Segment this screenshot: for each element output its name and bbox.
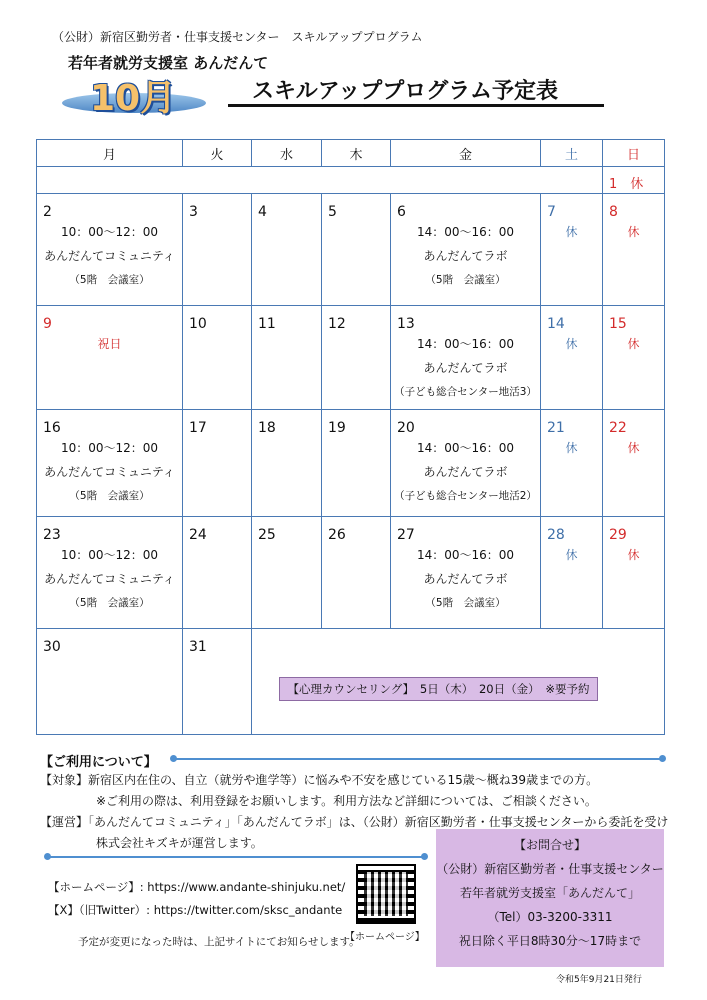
calendar-table [36,139,665,735]
homepage-link[interactable]: 【ホームページ】: https://www.andante-shinjuku.net/ [48,880,346,894]
day-number: 12 [328,316,346,332]
day-number: 17 [189,420,207,436]
day-23 [37,517,183,629]
holiday-label: 休 [627,337,640,351]
event-name: あんだんてコミュニティ [44,249,175,263]
contact-hours: 祝日除く平日8時30分～17時まで [458,934,642,948]
event-time: 14：00～16：00 [416,441,515,455]
day-number: 16 [43,420,61,436]
day-18 [252,410,322,517]
day-30 [37,629,183,735]
day-5 [322,194,391,306]
blank-cell [37,167,603,194]
operation-text-1: 【運営】「あんだんてコミュニティ」「あんだんてラボ」は、（公財）新宿区勤労者・仕事支援センターから委託を受け [40,815,669,829]
holiday-label: 休 [627,548,640,562]
event-time: 10：00～12：00 [60,225,159,239]
day-number: 13 [397,316,415,332]
day-number: 27 [397,527,415,543]
x-link[interactable]: 【X】（旧Twitter）: https://twitter.com/sksc_andante [48,903,343,917]
contact-tel: （Tel）03-3200-3311 [487,910,613,924]
day-3 [183,194,252,306]
day-number: 24 [189,527,207,543]
target-text: 【対象】新宿区内在住の、自立（就労や進学等）に悩みや不安を感じている15歳～概ね39歳までの方。 [40,773,599,787]
weekday-sat: 土 [541,140,603,167]
event-name: あんだんてコミュニティ [44,572,175,586]
usage-heading: 【ご利用について】 [40,755,157,770]
holiday-label: 休 [627,441,640,455]
event-place: （5階 会議室） [69,597,150,609]
event-place: （5階 会議室） [425,274,506,286]
national-holiday-label: 祝日 [97,337,122,351]
event-place: （5階 会議室） [69,490,150,502]
day-10 [183,306,252,410]
event-name: あんだんてラボ [423,572,508,586]
holiday-label: 休 [627,225,640,239]
day-1-label: 1 休 [609,177,644,192]
day-number: 4 [258,204,267,220]
day-15 [603,306,665,410]
event-place: （5階 会議室） [69,274,150,286]
day-number: 14 [547,316,565,332]
event-place: （子ども総合センター地活3） [394,386,537,398]
operation-text-2: 株式会社キズキが運営します。 [96,836,263,850]
day-21 [541,410,603,517]
day-8 [603,194,665,306]
day-number: 9 [43,316,52,332]
day-number: 5 [328,204,337,220]
event-time: 14：00～16：00 [416,337,515,351]
event-place: （子ども総合センター地活2） [394,490,537,502]
weekday-tue: 火 [183,140,252,167]
day-13 [391,306,541,410]
event-place: （5階 会議室） [425,597,506,609]
day-number: 23 [43,527,61,543]
day-29 [603,517,665,629]
note-text: ※ご利用の際は、利用登録をお願いします。利用方法など詳細については、ご相談ください。 [96,794,597,808]
day-22 [603,410,665,517]
line-dot [659,755,666,762]
contact-room: 若年者就労支援室「あんだんて」 [459,886,640,900]
day-number: 29 [609,527,627,543]
day-20 [391,410,541,517]
holiday-label: 休 [565,337,578,351]
day-number: 22 [609,420,627,436]
day-25 [252,517,322,629]
day-12 [322,306,391,410]
weekday-header [37,140,665,167]
day-number: 15 [609,316,627,332]
day-number: 8 [609,204,618,220]
day-1 [603,167,665,194]
qr-code[interactable] [356,864,416,924]
day-26 [322,517,391,629]
day-number: 7 [547,204,556,220]
weekday-thu: 木 [322,140,391,167]
day-27 [391,517,541,629]
day-19 [322,410,391,517]
event-name: あんだんてラボ [423,361,508,375]
qr-label: 【ホームページ】 [345,932,425,943]
day-28 [541,517,603,629]
page-title: スキルアッププログラム予定表 [252,79,559,104]
day-number: 30 [43,639,61,655]
day-number: 31 [189,639,207,655]
day-number: 20 [397,420,415,436]
day-number: 21 [547,420,565,436]
day-number: 2 [43,204,52,220]
month-label: 10月 [90,78,177,119]
day-number: 26 [328,527,346,543]
weekday-fri: 金 [391,140,541,167]
day-number: 18 [258,420,276,436]
counseling-note: 【心理カウンセリング】 5日（木） 20日（金） ※要予約 [279,677,598,701]
event-time: 10：00～12：00 [60,441,159,455]
day-number: 3 [189,204,198,220]
day-number: 11 [258,316,276,332]
event-name: あんだんてコミュニティ [44,465,175,479]
day-number: 25 [258,527,276,543]
day-7 [541,194,603,306]
contact-org: （公財）新宿区勤労者・仕事支援センター [436,862,664,876]
section-line-2 [48,856,424,858]
contact-heading: 【お問合せ】 [513,838,586,852]
event-time: 14：00～16：00 [416,225,515,239]
weekday-mon: 月 [37,140,183,167]
day-number: 28 [547,527,565,543]
day-24 [183,517,252,629]
line-dot [421,853,428,860]
day-31 [183,629,252,735]
weekday-sun: 日 [603,140,665,167]
day-2 [37,194,183,306]
day-11 [252,306,322,410]
holiday-label: 休 [565,225,578,239]
event-name: あんだんてラボ [423,465,508,479]
day-9 [37,306,183,410]
day-number: 10 [189,316,207,332]
header-org: （公財）新宿区勤労者・仕事支援センター スキルアッププログラム [52,30,423,44]
subtitle: 若年者就労支援室 あんだんて [68,54,269,72]
contact-box [436,829,664,967]
day-14 [541,306,603,410]
holiday-label: 休 [565,548,578,562]
day-number: 19 [328,420,346,436]
holiday-label: 休 [565,441,578,455]
weekday-wed: 水 [252,140,322,167]
day-6 [391,194,541,306]
issued-date: 令和5年9月21日発行 [556,975,642,985]
day-17 [183,410,252,517]
event-time: 10：00～12：00 [60,548,159,562]
day-4 [252,194,322,306]
day-16 [37,410,183,517]
title-underline [228,104,604,107]
section-line [173,758,663,760]
event-time: 14：00～16：00 [416,548,515,562]
change-notice: 予定が変更になった時は、上記サイトにてお知らせします。 [78,936,360,948]
event-name: あんだんてラボ [423,249,508,263]
day-number: 6 [397,204,406,220]
